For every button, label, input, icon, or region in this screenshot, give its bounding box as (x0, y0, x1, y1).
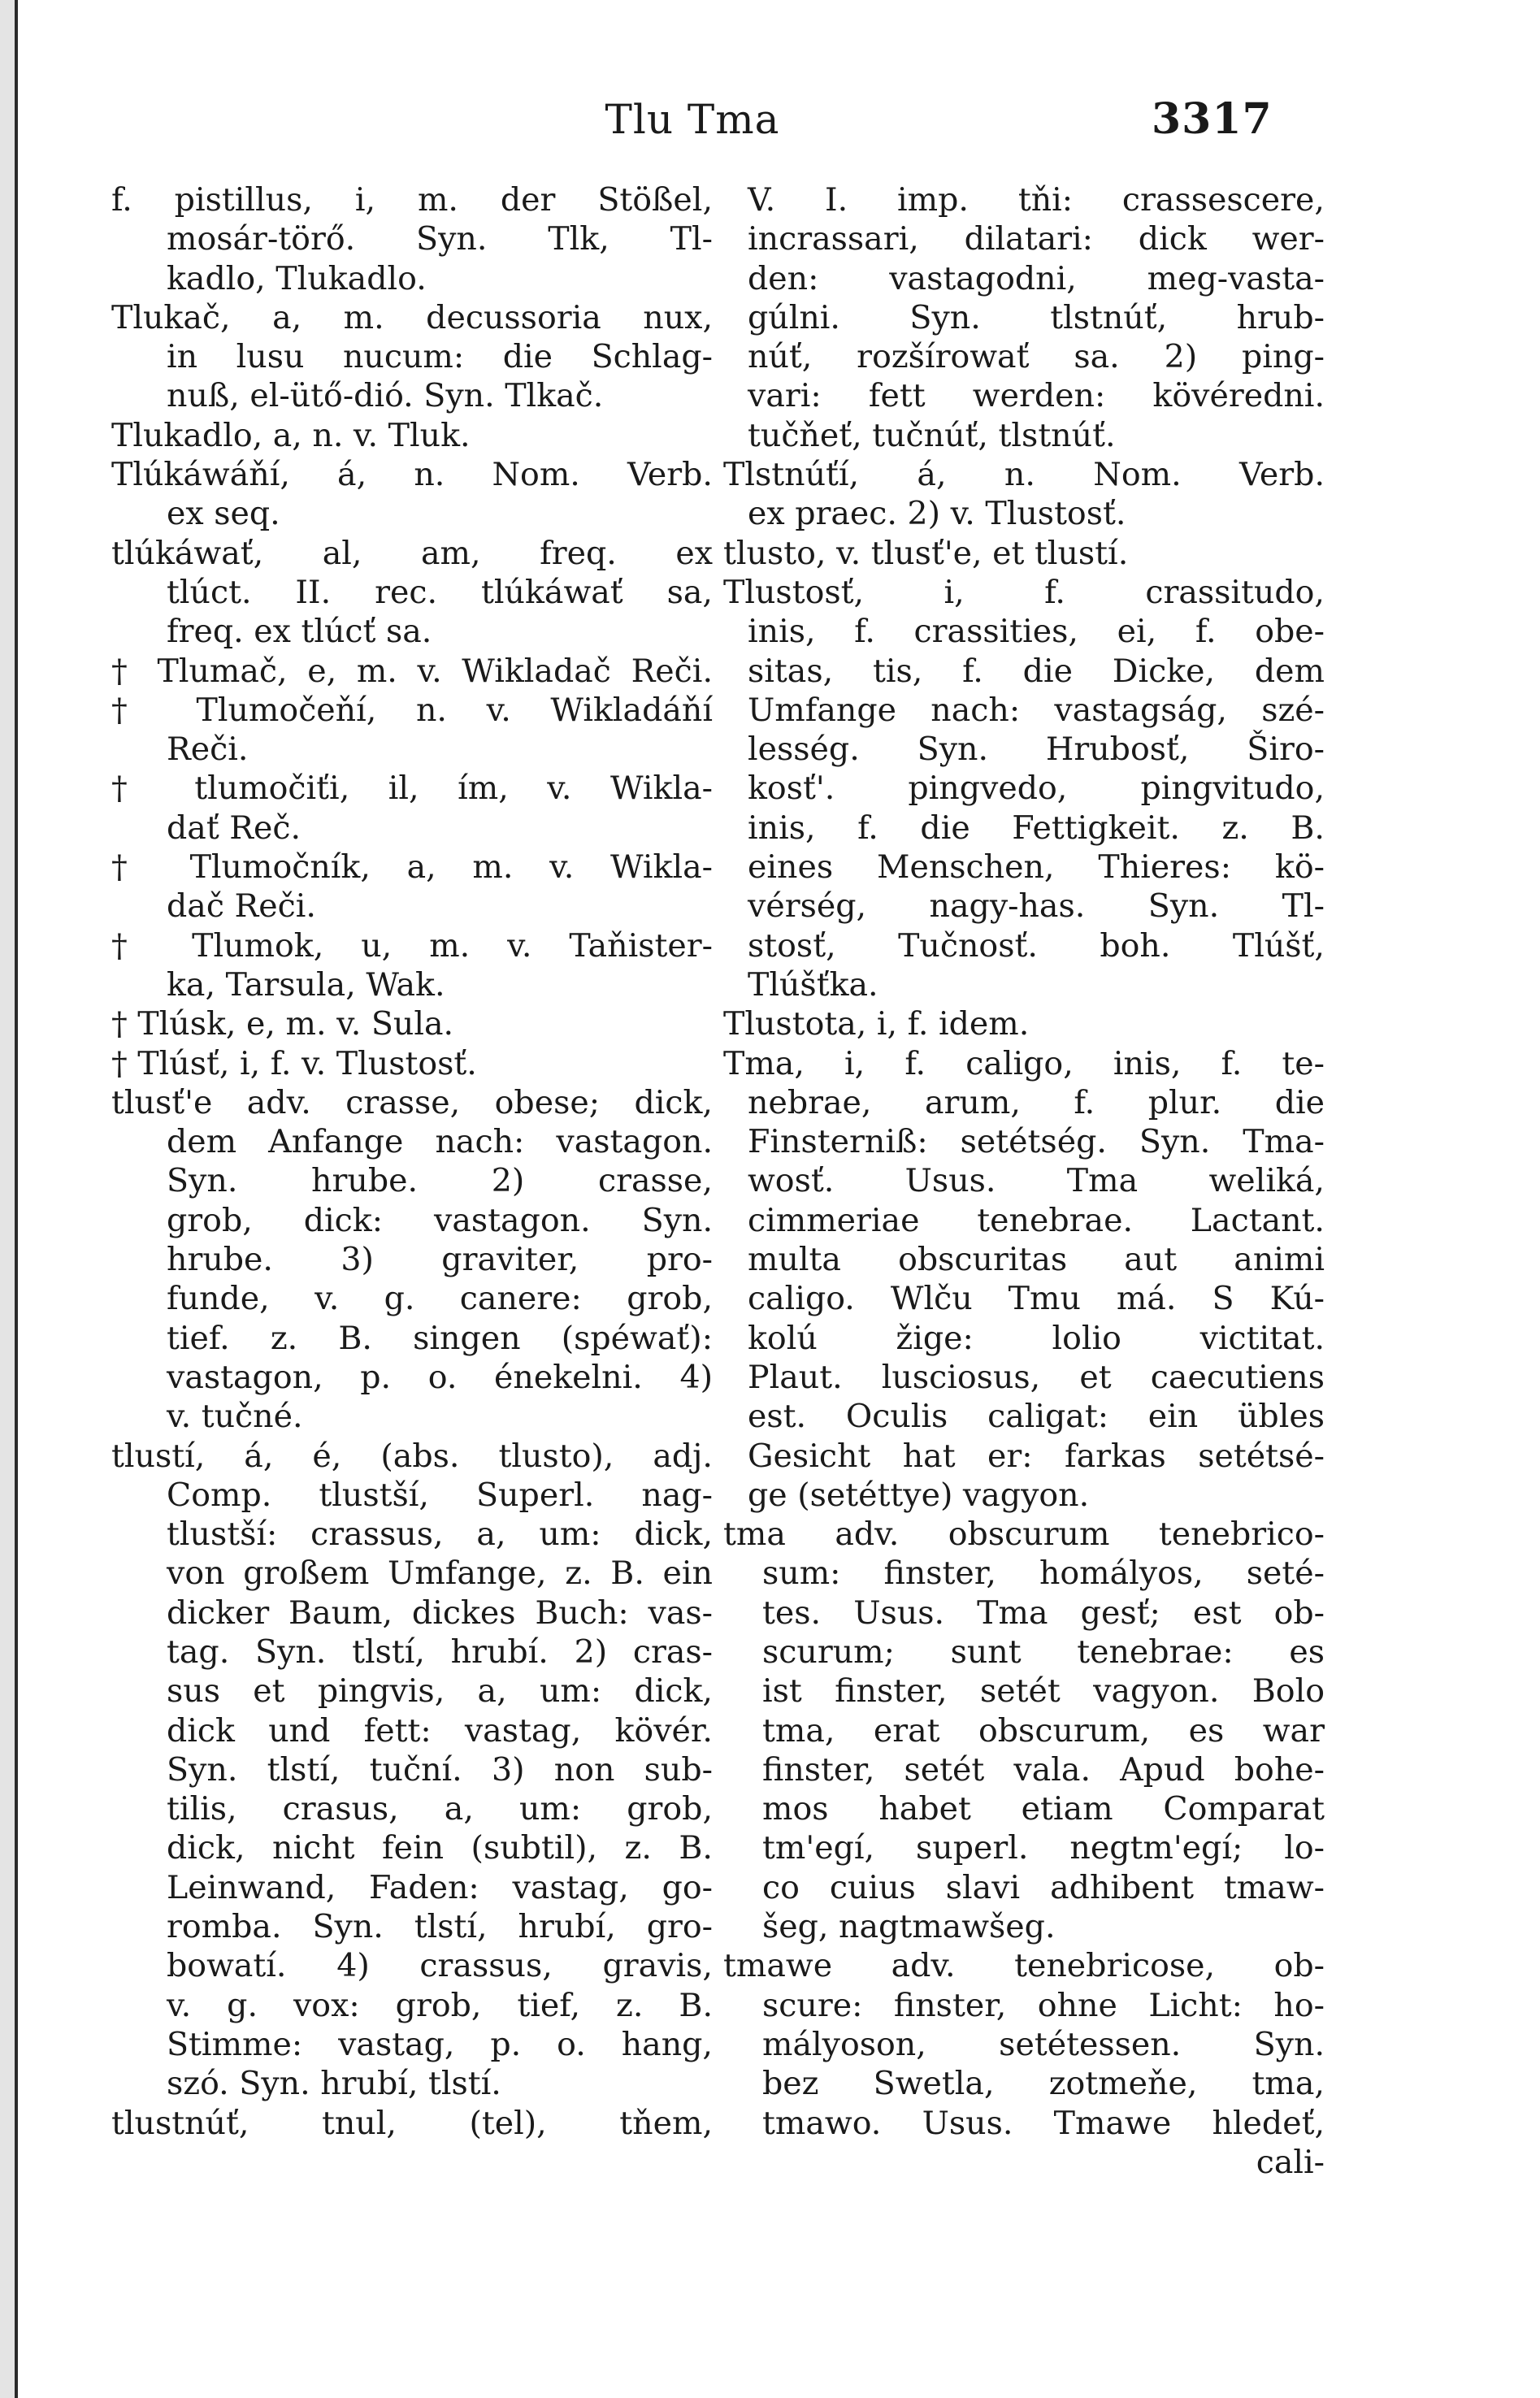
page-number: 3317 (1152, 94, 1273, 144)
dictionary-line: Tlúkáwáňí, á, n. Nom. Verb. (111, 456, 713, 494)
dictionary-line: Gesicht hat er: farkas setétsé- (748, 1437, 1325, 1475)
dictionary-line: caligo. Wlču Tmu má. S Kú- (748, 1280, 1325, 1318)
dictionary-line: ka, Tarsula, Wak. (167, 965, 445, 1004)
dictionary-line: † Tlúsť, i, f. v. Tlustosť. (111, 1044, 477, 1082)
dictionary-line: ge (setéttye) vagyon. (748, 1476, 1090, 1514)
dictionary-line: den: vastagodni, meg-vasta- (748, 259, 1325, 297)
dictionary-line: eines Menschen, Thieres: kö- (748, 848, 1325, 887)
dictionary-line: Tlukač, a, m. decussoria nux, (111, 298, 713, 336)
dictionary-line: vastagon, p. o. énekelni. 4) (167, 1358, 713, 1396)
dictionary-line: inis, f. crassities, ei, f. obe- (748, 613, 1325, 651)
dictionary-line: funde, v. g. canere: grob, (167, 1280, 713, 1318)
dictionary-line: tlusto, v. tlusť'e, et tlustí. (723, 534, 1129, 572)
running-head: Tlu Tma (605, 96, 780, 143)
dictionary-line: dať Reč. (167, 809, 301, 847)
dictionary-line: vérség, nagy-has. Syn. Tl- (748, 887, 1325, 926)
dictionary-line: tmawo. Usus. Tmawe hledeť, (762, 2104, 1325, 2142)
dictionary-line: sus et pingvis, a, um: dick, (167, 1672, 713, 1711)
dictionary-line: dick, nicht fein (subtil), z. B. (167, 1829, 713, 1867)
dictionary-line: sitas, tis, f. die Dicke, dem (748, 652, 1325, 690)
dictionary-line: tag. Syn. tlstí, hrubí. 2) cras- (167, 1633, 713, 1671)
dictionary-line: Reči. (167, 731, 249, 769)
dictionary-line: freq. ex tlúcť sa. (167, 613, 432, 651)
dictionary-line: multa obscuritas aut animi (748, 1241, 1325, 1279)
dictionary-line: scurum; sunt tenebrae: es (762, 1633, 1325, 1671)
dictionary-line: tma, erat obscurum, es war (762, 1711, 1325, 1750)
dictionary-line: núť, rozšírowať sa. 2) ping- (748, 338, 1325, 376)
dictionary-line: tlusť'e adv. crasse, obese; dick, (111, 1083, 713, 1121)
dictionary-line: mos habet etiam Comparat (762, 1790, 1325, 1828)
dictionary-line: dač Reči. (167, 887, 316, 926)
dictionary-line: tlúkáwať, al, am, freq. ex (111, 534, 713, 572)
dictionary-line: hrube. 3) graviter, pro- (167, 1241, 713, 1279)
dictionary-line: dick und fett: vastag, kövér. (167, 1711, 713, 1750)
dictionary-line: bowatí. 4) crassus, gravis, (167, 1947, 713, 1985)
dictionary-line: tes. Usus. Tma gesť; est ob- (762, 1594, 1325, 1632)
dictionary-line: gúlni. Syn. tlstnúť, hrub- (748, 298, 1325, 336)
dictionary-line: Plaut. lusciosus, et caecutiens (748, 1358, 1325, 1396)
dictionary-line: kosť'. pingvedo, pingvitudo, (748, 770, 1325, 808)
dictionary-line: von großem Umfange, z. B. ein (167, 1555, 713, 1593)
dictionary-line: est. Oculis caligat: ein übles (748, 1398, 1325, 1436)
dictionary-line: tief. z. B. singen (spéwať): (167, 1319, 713, 1357)
dictionary-line: Tlúšťka. (748, 965, 878, 1004)
dictionary-line: tilis, crasus, a, um: grob, (167, 1790, 713, 1828)
dictionary-line: stosť, Tučnosť. boh. Tlúšť, (748, 926, 1325, 965)
dictionary-line: in lusu nucum: die Schlag- (167, 338, 713, 376)
dictionary-line: v. tučné. (167, 1398, 303, 1436)
dictionary-line: V. I. imp. tňi: crassescere, (748, 181, 1325, 219)
dictionary-line: dicker Baum, dickes Buch: vas- (167, 1594, 713, 1632)
dictionary-line: Tlustosť, i, f. crassitudo, (723, 573, 1325, 611)
dictionary-line: tlustí, á, é, (abs. tlusto), adj. (111, 1437, 713, 1475)
dictionary-line: Finsterniß: setétség. Syn. Tma- (748, 1123, 1325, 1161)
left-column (111, 180, 713, 2143)
dictionary-line: Stimme: vastag, p. o. hang, (167, 2025, 713, 2063)
dictionary-line: Syn. tlstí, tuční. 3) non sub- (167, 1750, 713, 1789)
dictionary-line: † tlumočiťi, il, ím, v. Wikla- (111, 770, 713, 808)
dictionary-line: nuß, el-ütő-dió. Syn. Tlkač. (167, 377, 604, 415)
dictionary-line: tlustší: crassus, a, um: dick, (167, 1516, 713, 1554)
dictionary-line: ex praec. 2) v. Tlustosť. (748, 495, 1126, 533)
dictionary-line: tučňeť, tučnúť, tlstnúť. (748, 416, 1116, 454)
right-column (723, 180, 1325, 2182)
dictionary-line: szó. Syn. hrubí, tlstí. (167, 2065, 501, 2103)
dictionary-line: † Tlúsk, e, m. v. Sula. (111, 1005, 454, 1043)
dictionary-line: šeg, nagtmawšeg. (762, 1908, 1056, 1946)
dictionary-line: Tlustota, i, f. idem. (723, 1005, 1030, 1043)
dictionary-line: nebrae, arum, f. plur. die (748, 1083, 1325, 1121)
dictionary-line: Syn. hrube. 2) crasse, (167, 1162, 713, 1200)
dictionary-line: kolú žige: lolio victitat. (748, 1319, 1325, 1357)
dictionary-line: scure: finster, ohne Licht: ho- (762, 1986, 1325, 2024)
dictionary-line: finster, setét vala. Apud bohe- (762, 1750, 1325, 1789)
dictionary-line: ex seq. (167, 495, 280, 533)
dictionary-line: Leinwand, Faden: vastag, go- (167, 1868, 713, 1906)
dictionary-line: Tlukadlo, a, n. v. Tluk. (111, 416, 471, 454)
dictionary-page (18, 0, 1540, 2398)
dictionary-line: v. g. vox: grob, tief, z. B. (167, 1986, 713, 2024)
dictionary-line: vari: fett werden: kövéredni. (748, 377, 1325, 415)
dictionary-line: cimmeriae tenebrae. Lactant. (748, 1201, 1325, 1239)
dictionary-line: dem Anfange nach: vastagon. (167, 1123, 713, 1161)
dictionary-line: Tlstnúťí, á, n. Nom. Verb. (723, 456, 1325, 494)
dictionary-line: † Tlumok, u, m. v. Taňister- (111, 926, 713, 965)
dictionary-line: ist finster, setét vagyon. Bolo (762, 1672, 1325, 1711)
dictionary-line: mosár-törő. Syn. Tlk, Tl- (167, 220, 713, 258)
dictionary-line: tlustnúť, tnul, (tel), tňem, (111, 2104, 713, 2142)
dictionary-line: † Tlumočeňí, n. v. Wikladáňí (111, 691, 713, 729)
dictionary-line: lesség. Syn. Hrubosť, Širo- (748, 731, 1325, 769)
dictionary-line: kadlo, Tlukadlo. (167, 259, 427, 297)
dictionary-line: co cuius slavi adhibent tmaw- (762, 1868, 1325, 1906)
dictionary-line: tm'egí, superl. negtm'egí; lo- (762, 1829, 1325, 1867)
dictionary-line: Comp. tlustší, Superl. nag- (167, 1476, 713, 1514)
dictionary-line: tmawe adv. tenebricose, ob- (723, 1947, 1325, 1985)
dictionary-line: mályoson, setétessen. Syn. (762, 2025, 1325, 2063)
dictionary-line: Tma, i, f. caligo, inis, f. te- (723, 1044, 1325, 1082)
dictionary-line: inis, f. die Fettigkeit. z. B. (748, 809, 1325, 847)
dictionary-line: bez Swetla, zotmeňe, tma, (762, 2065, 1325, 2103)
dictionary-line: incrassari, dilatari: dick wer- (748, 220, 1325, 258)
scan-background-edge (0, 0, 15, 2398)
dictionary-line: f. pistillus, i, m. der Stößel, (111, 181, 713, 219)
dictionary-line: wosť. Usus. Tma weliká, (748, 1162, 1325, 1200)
dictionary-line: † Tlumač, e, m. v. Wikladač Reči. (111, 652, 713, 690)
dictionary-line: cali- (1256, 2143, 1325, 2181)
dictionary-line: Umfange nach: vastagság, szé- (748, 691, 1325, 729)
dictionary-line: sum: finster, homályos, seté- (762, 1555, 1325, 1593)
dictionary-line: tma adv. obscurum tenebrico- (723, 1516, 1325, 1554)
dictionary-line: grob, dick: vastagon. Syn. (167, 1201, 713, 1239)
dictionary-line: tlúct. II. rec. tlúkáwať sa, (167, 573, 713, 611)
dictionary-line: romba. Syn. tlstí, hrubí, gro- (167, 1908, 713, 1946)
dictionary-line: † Tlumočník, a, m. v. Wikla- (111, 848, 713, 887)
